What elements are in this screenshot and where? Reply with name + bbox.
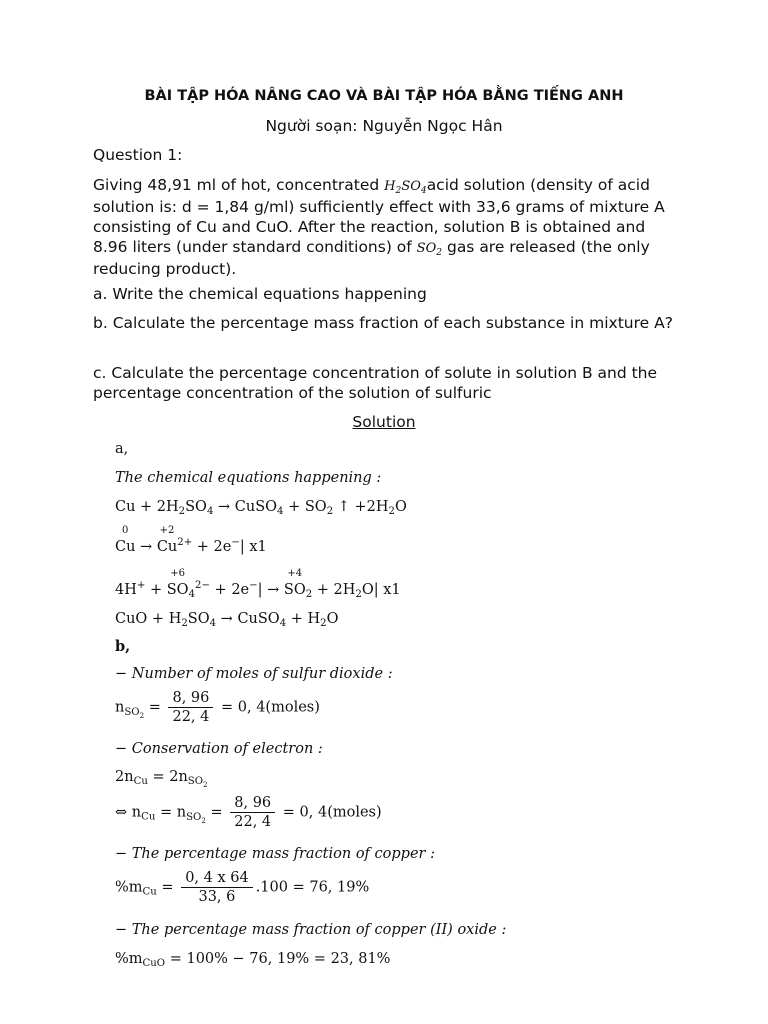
item-b: b. Calculate the percentage mass fraction of each substance in mixture A?: [93, 314, 673, 332]
author-line: Người soạn: Nguyễn Ngọc Hân: [265, 117, 503, 135]
question-heading: Question 1:: [93, 146, 183, 164]
h2so4-formula: $H_2SO_4$: [384, 179, 427, 196]
moles-equation: $n_{SO_2}$ = $\frac{8, 96}{22, 4}$ = 0, 4(moles): [115, 690, 320, 725]
solution-heading: Solution: [352, 413, 416, 431]
conservation-title: − Conservation of electron :: [115, 741, 323, 757]
question-paragraph: Giving 48,91 ml of hot, concentrated $H_2SO_4acid$ solution (density of acid solution is: d = 1,84 g/ml) sufficiently effect with 33,6 grams of mixture A consisting of Cu and CuO. After the reaction, solution B is obtained and 8.96 liters (under standard conditions) of $SO_2$ gas are released (the only reducing product).: [93, 176, 665, 278]
part-b-label: b,: [115, 638, 131, 655]
conservation-equation: $2n_{Cu} = 2n_{SO_2}$: [115, 769, 208, 789]
part-a-label: a,: [115, 441, 129, 457]
copper-oxide-title: − The percentage mass fraction of copper (II) oxide :: [115, 922, 507, 938]
equations-title: The chemical equations happening :: [115, 470, 382, 486]
document-title: BÀI TẬP HÓA NÂNG CAO VÀ BÀI TẬP HÓA BẰNG TIẾNG ANH: [144, 88, 624, 104]
equation-3: 4H+ + SO +6 $_4^{2-}$ + 2e−| → SO +4 $_2 + 2H_2O|$ x1: [115, 568, 401, 600]
equation-1: $Cu + 2H_2SO_4$ → CuSO$_4$ + $SO_2$ ↑ $+2H_2O$: [115, 499, 407, 517]
item-c: c. Calculate the percentage concentration of solute in solution B and the percentage concentration of the solution of sulfuric: [93, 364, 658, 402]
conservation-equation-2: ⇔ $n_{Cu} = n_{SO_2}$ = $\frac{8, 96}{22, 4}$ = 0, 4(moles): [115, 795, 382, 830]
so2-formula: $SO_2$: [416, 241, 443, 258]
copper-oxide-equation: $\%m_{CuO} = 100\% - 76$, 19% = 23, 81%: [115, 951, 391, 969]
copper-equation: $\%m_{Cu}$ = $\frac{0, 4 x 64}{33, 6}$ .100 = 76, 19%: [115, 870, 370, 905]
copper-title: − The percentage mass fraction of copper :: [115, 846, 435, 862]
equation-2: Cu 0 → Cu +2 $^{2+}$ + 2e−| x1: [115, 525, 267, 555]
item-a: a. Write the chemical equations happening: [93, 285, 427, 303]
equation-4: CuO + $H_2SO_4$ → CuSO$_4$ + $H_2O$: [115, 611, 339, 629]
moles-title: − Number of moles of sulfur dioxide :: [115, 666, 393, 682]
